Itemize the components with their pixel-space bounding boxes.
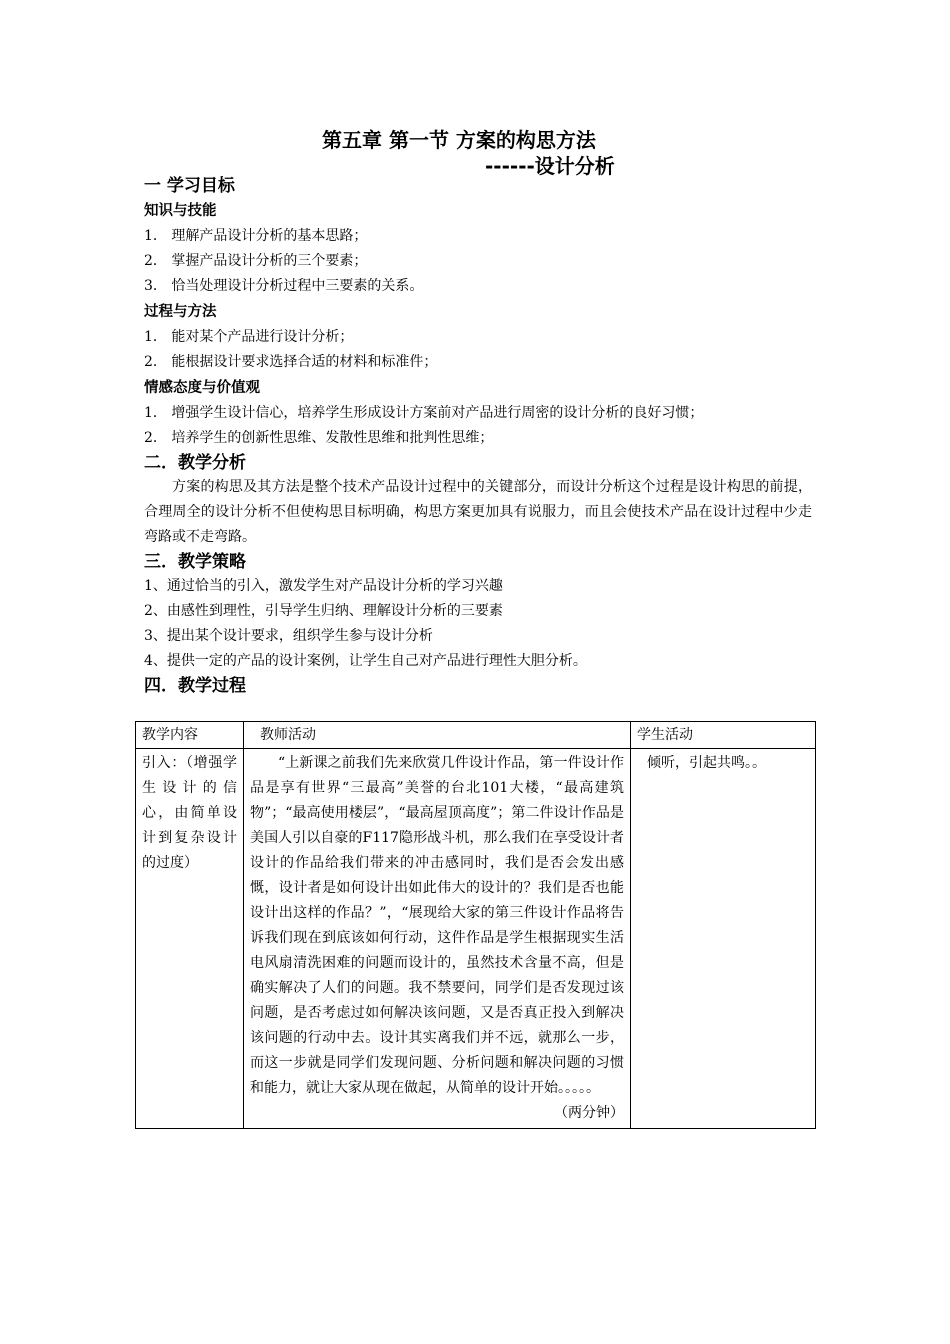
list-item: 3、提出某个设计要求，组织学生参与设计分析 [144,628,433,644]
subheading-knowledge-skills: 知识与技能 [144,203,217,219]
document-subtitle: ------设计分析 [485,154,615,178]
section-heading-learning-goals: 一 学习目标 [144,176,235,196]
list-item: 4、提供一定的产品的设计案例，让学生自己对产品进行理性大胆分析。 [144,653,587,669]
student-activity-text: 倾听，引起共鸣。。 [647,755,766,771]
section-heading-teaching-process: 四．教学过程 [144,676,246,696]
content-text: 引入：（增强学生设计的信心，由简单设计到复杂设计的过度） [142,755,237,871]
list-item: 1． 能对某个产品进行设计分析； [144,329,354,345]
document-body [144,174,812,698]
table-header-cell: 教师活动 [244,722,631,749]
table-header-row [136,722,816,749]
list-item: 2． 能根据设计要求选择合适的材料和标准件； [144,354,438,370]
subheading-attitude-values: 情感态度与价值观 [144,380,260,396]
subheading-process-method: 过程与方法 [144,304,217,320]
table-cell-content [136,749,244,1129]
document-title: 第五章 第一节 方案的构思方法 [322,128,596,152]
list-item: 3． 恰当处理设计分析过程中三要素的关系。 [144,278,424,294]
teaching-process-table [135,721,816,1129]
table-header-cell: 学生活动 [631,722,816,749]
list-item: 2． 培养学生的创新性思维、发散性思维和批判性思维； [144,430,494,446]
teacher-activity-text [250,751,624,1121]
section-heading-teaching-strategy: 三．教学策略 [144,552,246,572]
list-item: 1． 理解产品设计分析的基本思路； [144,228,368,244]
list-item: 2． 掌握产品设计分析的三个要素； [144,253,368,269]
table-cell-teacher [244,749,631,1129]
table-header-cell: 教学内容 [136,722,244,749]
section-heading-teaching-analysis: 二．教学分析 [144,453,246,473]
list-item: 2、由感性到理性，引导学生归纳、理解设计分析的三要素 [144,603,503,619]
teacher-activity-body: “上新课之前我们先来欣赏几件设计作品，第一件设计作品是享有世界“三最高”美誉的台北101大楼，“最高建筑物”；“最高使用楼层”，“最高屋顶高度”；第二件设计作品是美国人引以自豪的F117隐形战斗机，那么我们在享受设计者设计的作品给我们带来的冲击感同时，我们是否会发出感慨，设计者是如何设计出如此伟大的设计的？我们是否也能设计出这样的作品？”，“展现给大家的第三件设计作品将告诉我们现在到底该如何行动，这件作品是学生根据现实生活电风扇清洗困难的问题而设计的，虽然技术含量不高，但是确实解决了人们的问题。我不禁要问，同学们是否发现过该问题，是否考虑过如何解决该问题，又是否真正投入到解决该问题的行动中去。设计其实离我们并不远，就那么一步，而这一步就是同学们发现问题、分析问题和解决问题的习惯和能力，就让大家从现在做起，从简单的设计开始。。。。。 [250,755,624,1096]
teaching-analysis-paragraph: 方案的构思及其方法是整个技术产品设计过程中的关键部分，而设计分析这个过程是设计构思的前提，合理周全的设计分析不但使构思目标明确，构思方案更加具有说服力，而且会使技术产品在设计过程中少走弯路或不走弯路。 [144,479,812,545]
list-item: 1、通过恰当的引入，激发学生对产品设计分析的学习兴趣 [144,578,503,594]
table-cell-student [631,749,816,1129]
duration-label: （两分钟） [554,1105,624,1121]
table-row [136,749,816,1129]
list-item: 1． 增强学生设计信心，培养学生形成设计方案前对产品进行周密的设计分析的良好习惯； [144,405,704,421]
